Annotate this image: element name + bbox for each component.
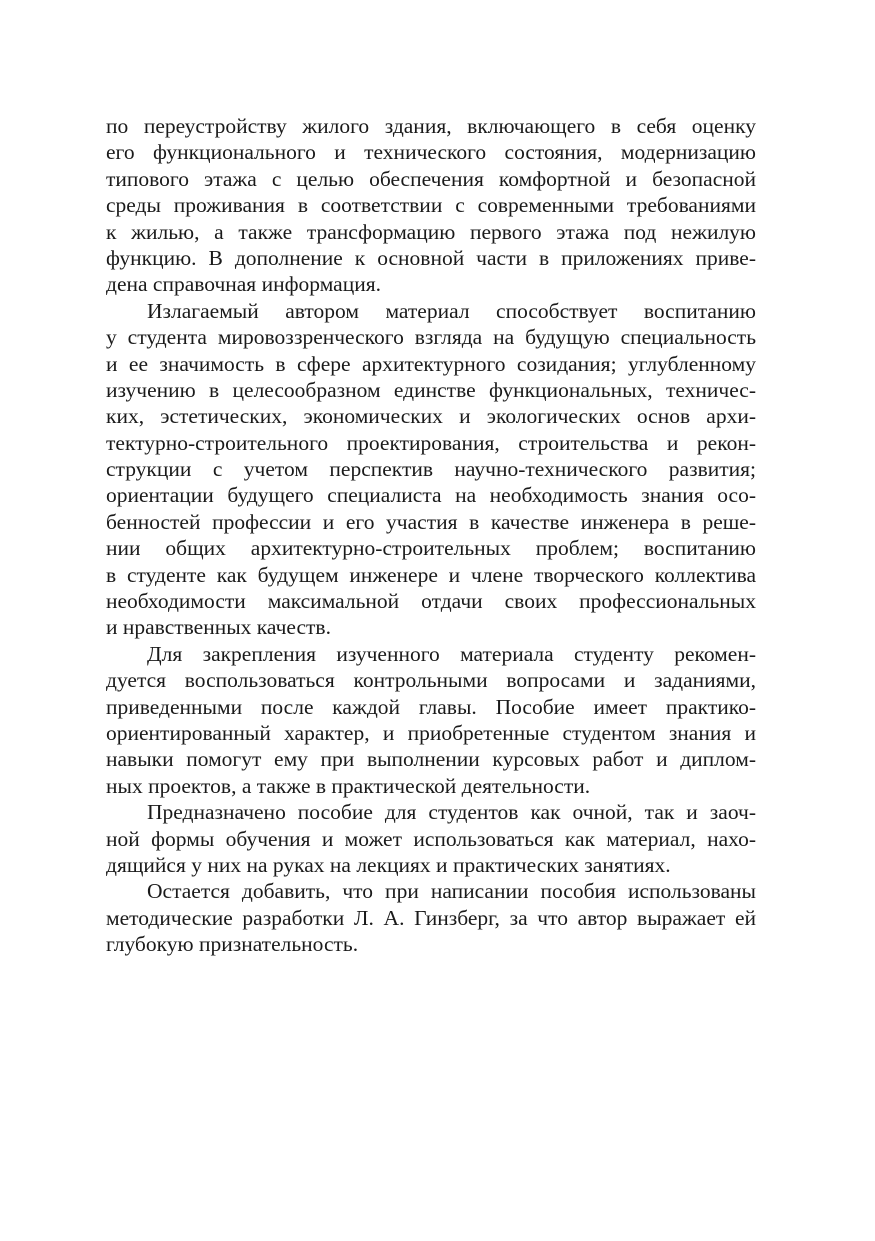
text-line: нии общих архитектурно-строительных проблем; воспитанию — [106, 536, 756, 561]
text-line: Излагаемый автором материал способствует воспитанию — [147, 298, 756, 323]
text-line: необходимости максимальной отдачи своих профессиональных — [106, 589, 756, 614]
text-line: ной формы обучения и может использоваться как материал, нахо- — [106, 826, 756, 851]
paragraph-5 — [106, 878, 756, 957]
text-line: у студента мировоззренческого взгляда на будущую специальность — [106, 325, 756, 350]
text-line: к жилью, а также трансформацию первого этажа под нежилую — [106, 219, 756, 244]
text-line: дена справочная информация. — [106, 272, 381, 297]
paragraph-1 — [106, 113, 756, 298]
text-line: изучению в целесообразном единстве функциональных, техничес- — [106, 377, 756, 402]
text-line: функцию. В дополнение к основной части в приложениях приве- — [106, 245, 756, 270]
paragraph-4 — [106, 799, 756, 878]
text-line: ких, эстетических, экономических и экологических основ архи- — [106, 404, 756, 429]
text-line: Предназначено пособие для студентов как очной, так и заоч- — [147, 800, 756, 825]
text-line: навыки помогут ему при выполнении курсовых работ и диплом- — [106, 747, 756, 772]
text-line: дуется воспользоваться контрольными вопросами и заданиями, — [106, 668, 756, 693]
text-line: струкции с учетом перспектив научно-технического развития; — [106, 457, 756, 482]
text-line: среды проживания в соответствии с современными требованиями — [106, 193, 756, 218]
text-line: в студенте как будущем инженере и члене творческого коллектива — [106, 562, 756, 587]
text-line: глубокую признательность. — [106, 932, 359, 957]
text-line: по переустройству жилого здания, включающего в себя оценку — [106, 114, 756, 138]
text-line: бенностей профессии и его участия в качестве инженера в реше- — [106, 509, 756, 534]
text-line: ориентации будущего специалиста на необходимость знания осо- — [106, 483, 756, 508]
text-line: и ее значимость в сфере архитектурного созидания; углубленному — [106, 351, 756, 376]
text-line: ориентированный характер, и приобретенные студентом знания и — [106, 720, 756, 745]
paragraph-2 — [106, 298, 756, 641]
document-page — [106, 113, 756, 958]
text-line: Для закрепления изученного материала студенту рекомен- — [147, 641, 756, 666]
text-line: Остается добавить, что при написании пособия использованы — [147, 879, 756, 904]
text-line: приведенными после каждой главы. Пособие имеет практико- — [106, 694, 756, 719]
text-line: тектурно-строительного проектирования, строительства и рекон- — [106, 430, 756, 455]
text-line: дящийся у них на руках на лекциях и практических занятиях. — [106, 852, 671, 877]
text-line: типового этажа с целью обеспечения комфортной и безопасной — [106, 166, 756, 191]
text-line: его функционального и технического состояния, модернизацию — [106, 140, 756, 165]
paragraph-3 — [106, 641, 756, 799]
text-line: ных проектов, а также в практической деятельности. — [106, 773, 591, 798]
text-line: и нравственных качеств. — [106, 615, 331, 640]
text-line: методические разработки Л. А. Гинзберг, за что автор выражает ей — [106, 905, 756, 930]
